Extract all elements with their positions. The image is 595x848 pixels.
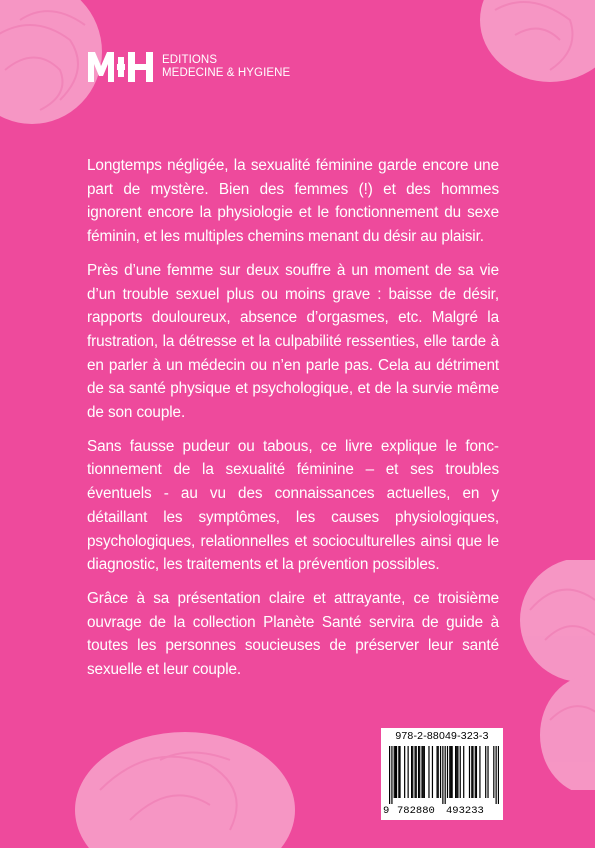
rose-decoration-top-right bbox=[470, 0, 595, 90]
barcode-bar bbox=[391, 746, 392, 804]
barcode-bar bbox=[394, 746, 395, 798]
blurb-paragraph-4: Grâce à sa présentation claire et attrayante, ce troisième ouvrage de la collection Planète Santé servira de guide à toutes les personnes soucieuses de préserver leur santé sexuelle et leur couple. bbox=[87, 589, 499, 679]
blurb-paragraph-3: Sans fausse pudeur ou tabous, ce livre explique le fonctionnement de la sexualité féminine – et ses troubles éventuels - au vu des connaissances actuelles, en y détaillant les symptômes, les causes physiologiques, psychologiques, relationnelles et socioculturelles ainsi que le diagnostic, les traitements et la prévention possibles. bbox=[87, 437, 499, 574]
blurb-paragraph-1: Longtemps négligée, la sexualité féminine garde encore une part de mystère. Bien des femmes (!) et des hommes ignorent encore la physiologie et le fonctionnement du sexe féminin, et les multiples chemins menant du désir au plaisir. bbox=[87, 157, 499, 246]
barcode-bar bbox=[418, 746, 419, 798]
barcode-bar bbox=[475, 746, 476, 798]
barcode-bar bbox=[411, 746, 412, 798]
barcode-bar bbox=[479, 746, 480, 798]
barcode-bar bbox=[399, 746, 400, 798]
ean-digits bbox=[381, 805, 503, 818]
rose-decoration-right bbox=[510, 560, 595, 790]
barcode-bar bbox=[423, 746, 424, 798]
barcode-bar bbox=[428, 746, 429, 798]
ean-left-group: 782880 bbox=[397, 805, 435, 817]
publisher-logo-mark bbox=[88, 52, 154, 82]
publisher-logo bbox=[88, 52, 290, 82]
barcode-bar bbox=[493, 746, 494, 798]
isbn-barcode bbox=[381, 728, 503, 820]
barcode-bar bbox=[460, 746, 461, 798]
barcode-bar bbox=[498, 746, 499, 804]
barcode-bar bbox=[438, 746, 439, 798]
barcode-bar bbox=[472, 746, 473, 798]
barcode-bar bbox=[463, 746, 464, 798]
barcode-bar bbox=[487, 746, 488, 798]
ean-first-digit: 9 bbox=[383, 805, 390, 817]
barcode-bar bbox=[457, 746, 458, 798]
barcode-bar bbox=[476, 746, 477, 798]
barcode-bar bbox=[445, 746, 446, 804]
barcode-bar bbox=[436, 746, 437, 798]
barcode-bar bbox=[389, 746, 390, 804]
barcode-bar bbox=[414, 746, 415, 798]
barcode-bar bbox=[396, 746, 397, 798]
isbn-number: 978-2-88049-323-3 bbox=[395, 730, 489, 742]
publisher-name bbox=[162, 54, 290, 80]
barcode-bar bbox=[450, 746, 451, 798]
barcode-bar bbox=[432, 746, 433, 798]
barcode-bar bbox=[447, 746, 448, 798]
barcode-bar bbox=[471, 746, 472, 798]
barcode-bar bbox=[398, 746, 399, 798]
barcode-bar bbox=[469, 746, 470, 798]
barcode-bar bbox=[496, 746, 497, 804]
barcode-bar bbox=[455, 746, 456, 798]
barcode-bar bbox=[395, 746, 396, 798]
barcode-bar bbox=[452, 746, 453, 798]
back-cover-blurb bbox=[87, 154, 499, 692]
barcode-bar bbox=[442, 746, 443, 804]
rose-decoration-bottom bbox=[70, 720, 300, 848]
barcode-bars bbox=[389, 746, 499, 804]
publisher-line-editions: EDITIONS bbox=[162, 54, 218, 66]
blurb-paragraph-2: Près d’une femme sur deux souffre à un moment de sa vie d’un trouble sexuel plus ou moins grave : baisse de désir, rapports douloureux, absence d’orgasmes, etc. Malgré la frustration, la détresse et la culpabilité ressenties, elle tarde à en parler à un médecin ou n’en parle pas. Cela au détriment de sa santé physique et psychologique, et de la survie même de son couple. bbox=[87, 261, 499, 422]
barcode-bar bbox=[408, 746, 409, 798]
barcode-bar bbox=[424, 746, 425, 798]
barcode-bar bbox=[456, 746, 457, 798]
barcode-bar bbox=[416, 746, 417, 798]
barcode-bar bbox=[419, 746, 420, 798]
barcode-bar bbox=[449, 746, 450, 798]
barcode-bar bbox=[412, 746, 413, 798]
ean-right-group: 493233 bbox=[446, 805, 484, 817]
barcode-bar bbox=[485, 746, 486, 798]
publisher-line-name: MEDECINE & HYGIENE bbox=[162, 67, 291, 79]
barcode-bar bbox=[404, 746, 405, 798]
barcode-bar bbox=[421, 746, 422, 798]
barcode-bar bbox=[440, 746, 441, 798]
